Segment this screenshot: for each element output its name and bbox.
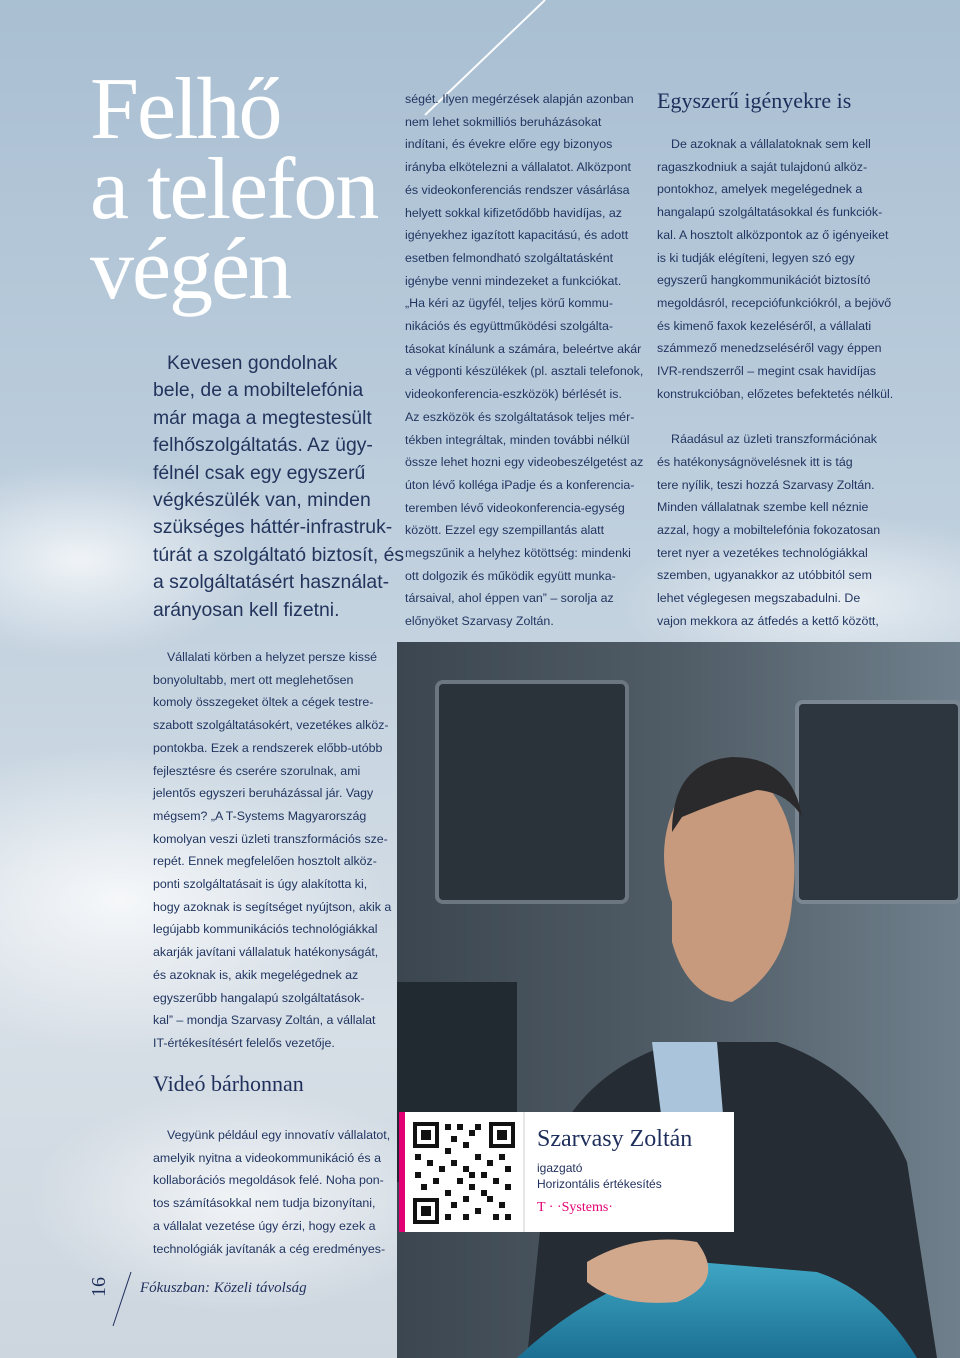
lead-line: a szolgáltatásért használat- — [153, 571, 390, 594]
article-title — [90, 61, 378, 318]
title-line: Felhő — [90, 61, 281, 158]
body-line: lehet véglegesen megszabadulni. De — [657, 591, 861, 606]
body-line: indítani, és évekre előre egy bizonyos — [405, 137, 613, 152]
body-line: mégsem? „A T-Systems Magyarország — [153, 808, 367, 823]
body-column-middle — [405, 88, 643, 633]
body-line: azzal, hogy a mobiltelefónia fokozatosan — [657, 522, 881, 537]
footer-section-title: Fókuszban: Közeli távolság — [140, 1280, 307, 1296]
lead-line: Kevesen gondolnak — [167, 352, 338, 374]
body-line: igényekhez igazított kapacitású, és adott — [405, 228, 629, 243]
body-line: egyszerű hangkommunikációt biztosító — [657, 273, 871, 288]
body-line: szabott szolgáltatásokért, vezetékes alköz- — [153, 718, 389, 733]
body-line: megszűnik a helyhez kötöttség: mindenki — [405, 546, 631, 561]
body-line: és hatékonyságnövelésnek itt is tág — [657, 454, 853, 469]
body-column-video — [153, 1124, 390, 1260]
body-line: hogy azoknak is segítséget nyújtson, akik a — [153, 899, 392, 914]
body-line: a vállalat vezetése úgy érzi, hogy ezek a — [153, 1218, 376, 1233]
body-line: pontokba. Ezek a rendszerek előbb-utóbb — [153, 740, 383, 755]
body-line: Vegyünk például egy innovatív vállalatot, — [167, 1128, 391, 1142]
body-line: komoly összegeket öltek a cégek testre- — [153, 695, 374, 710]
body-line: teremben lévő videokonferencia-egység — [405, 500, 625, 515]
body-line: társaival, ahol éppen van” – sorolja az — [405, 591, 614, 606]
card-divider — [523, 1112, 525, 1232]
section-heading-video: Videó bárhonnan — [153, 1071, 304, 1096]
body-line: videokonferencia-eszközök) bérlését is. — [405, 387, 622, 402]
paragraph-gap — [657, 405, 893, 428]
body-line: ségét. Ilyen megérzések alapján azonban — [405, 92, 634, 106]
body-line: legújabb kommunikációs technológiákkal — [153, 922, 378, 937]
section-heading-simple-needs: Egyszerű igényekre is — [657, 88, 852, 113]
body-line: ott dolgozik és működik együtt munka- — [405, 568, 616, 583]
body-line: repét. Ennek megfelelően hosztolt alköz- — [153, 854, 377, 869]
body-line: és azoknak is, akik megelégednek az — [153, 967, 359, 982]
body-line: úton lévő kolléga iPadje és a konferencia- — [405, 477, 635, 492]
body-line: IT-értékesítésért felelős vezetője. — [153, 1035, 335, 1050]
body-line: helyett sokkal kifizetődőbb havidíjas, az — [405, 205, 622, 220]
body-line: hangalapú szolgáltatásokkal és funkciók- — [657, 205, 883, 220]
t-systems-logo-icon: T · ·Systems· — [537, 1200, 613, 1215]
body-line: De azoknak a vállalatoknak sem kell — [671, 137, 871, 151]
accent-bar — [399, 1112, 405, 1232]
body-line: Ráadásul az üzleti transzformációnak — [671, 432, 877, 447]
lead-line: már maga a megtestesült — [153, 406, 372, 429]
body-line: ponti szolgáltatásait is úgy alakította ki, — [153, 877, 368, 892]
body-line: ragaszkodniuk a saját tulajdonú alköz- — [657, 159, 868, 174]
title-line: a telefon — [90, 141, 378, 238]
body-line: akarják javítani vállalatuk hatékonyságát, — [153, 945, 379, 960]
body-line: amelyik nyitna a videokommunikáció és a — [153, 1150, 381, 1165]
body-line: IVR-rendszerről – megint csak havidíjas — [657, 364, 876, 379]
body-line: tékben integráltak, minden további nélkül — [405, 432, 630, 447]
person-name: Szarvasy Zoltán — [537, 1126, 693, 1152]
body-line: össze lehet hozni egy videobeszélgetést az — [405, 455, 644, 470]
person-department: Horizontális értékesítés — [537, 1177, 662, 1191]
body-line: pontokhoz, amelyek megelégednek a — [657, 182, 863, 197]
body-line: jelentős egyszeri beruházással jár. Vagy — [153, 786, 374, 801]
body-line: számmező menedzseléséről vagy éppen — [657, 341, 882, 356]
body-line: kal” – mondja Szarvasy Zoltán, a vállalat — [153, 1013, 376, 1028]
qr-code-icon[interactable] — [411, 1120, 517, 1226]
lead-line: végkészülék van, minden — [153, 489, 371, 512]
body-line: vajon mekkora az átfedés a kettő között, — [657, 613, 879, 628]
page-number: 16 — [88, 1277, 110, 1297]
body-line: bonyolultabb, mert ott meglehetősen — [153, 672, 354, 687]
body-line: megoldásról, recepciófunkciókról, a bejövő — [657, 295, 892, 310]
body-column-left — [153, 646, 391, 1055]
body-line: nem lehet sokmilliós beruházásokat — [405, 114, 602, 129]
body-line: kal. A hosztolt alközpontok az ő igényeiket — [657, 227, 889, 242]
body-line: fejlesztésre és cserére szorulnak, ami — [153, 763, 361, 778]
body-line: nikációs és együttműködési szolgálta- — [405, 319, 613, 334]
lead-line: felhőszolgáltatás. Az ügy- — [153, 434, 373, 457]
body-line: és videokonferenciás rendszer vásárlása — [405, 182, 630, 197]
body-line: igénybe venni mindezeket a funkciókat. — [405, 273, 622, 288]
body-line: tos számításokkal nem tudja bizonyítani, — [153, 1196, 376, 1211]
body-line: Vállalati körben a helyzet persze kissé — [167, 650, 378, 664]
lead-line: szükséges háttér-infrastruk- — [153, 516, 393, 539]
body-column-right — [657, 133, 893, 632]
body-line: szemben, ugyanakkor az utóbbitól sem — [657, 568, 872, 583]
body-line: tásokat kínálunk a számára, beleértve akár — [405, 341, 642, 356]
body-line: teret nyer a vezetékes technológiákkal — [657, 545, 868, 560]
body-line: Minden vállalatnak szembe kell néznie — [657, 500, 869, 515]
body-line: esetben felmondható szolgáltatásként — [405, 250, 614, 265]
lead-line: félnél csak egy egyszerű — [153, 461, 366, 484]
portrait-photo — [397, 642, 960, 1358]
body-line: kollaborációs megoldások felé. Noha pon- — [153, 1173, 384, 1188]
body-line: konstrukcióban, előzetes befektetés nélkül. — [657, 386, 894, 401]
body-line: között. Ezzel egy szempillantás alatt — [405, 523, 605, 538]
person-role — [537, 1160, 662, 1192]
lead-line: arányosan kell fizetni. — [153, 598, 340, 621]
body-line: tere nyílik, teszi hozzá Szarvasy Zoltán. — [657, 477, 875, 492]
lead-line: bele, de a mobiltelefónia — [153, 379, 364, 402]
person-title: igazgató — [537, 1161, 583, 1175]
body-line: Az eszközök és szolgáltatások teljes mér- — [405, 409, 635, 424]
body-line: a végponti készülékek (pl. asztali telefonok, — [405, 364, 644, 379]
body-line: „Ha kéri az ügyfél, teljes körű kommu- — [405, 296, 613, 311]
body-line: előnyöket Szarvasy Zoltán. — [405, 614, 554, 629]
body-line: komolyan veszi üzleti transzformációs sze- — [153, 831, 388, 846]
body-line: irányba elkötelezni a vállalatot. Alközpont — [405, 160, 631, 175]
body-line: egyszerűbb hangalapú szolgáltatások- — [153, 990, 365, 1005]
lead-paragraph — [153, 350, 405, 624]
body-line: technológiák javítanák a cég eredményes- — [153, 1241, 386, 1256]
profile-card — [399, 1112, 734, 1232]
body-line: és kimenő faxok kezeléséről, a vállalati — [657, 318, 872, 333]
body-line: is ki tudják elégíteni, legyen szó egy — [657, 250, 855, 265]
title-line: végén — [90, 221, 291, 318]
lead-line: túrát a szolgáltató biztosít, és — [153, 543, 405, 566]
